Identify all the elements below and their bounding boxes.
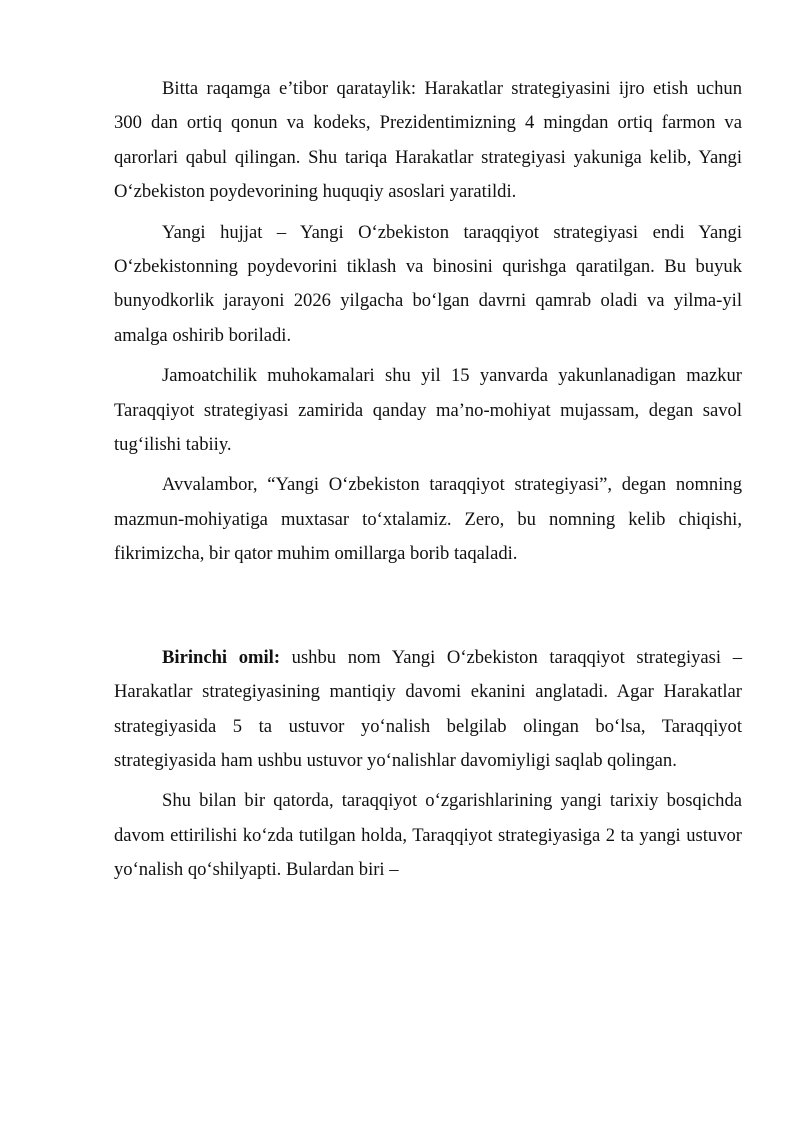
- first-factor-heading: Birinchi omil:: [162, 646, 281, 668]
- document-page: [114, 72, 742, 894]
- paragraph-new-document: Yangi hujjat – Yangi O‘zbekiston taraqqiyot strategiyasi endi Yangi O‘zbekistonning poydevorini tiklash va binosini qurishga qaratilgan. Bu buyuk bunyodkorlik jarayoni 2026 yilgacha bo‘lgan davrni qamrab oladi va yilma-yil amalga oshirib boriladi.: [114, 221, 742, 346]
- first-factor-body: ushbu nom Yangi O‘zbekiston taraqqiyot strategiyasi – Harakatlar strategiyasining mantiqiy davomi ekanini anglatadi. Agar Harakatlar strategiyasida 5 ta ustuvor yo‘nalish belgilab olingan bo‘lsa, Taraqqiyot strategiyasida ham ushbu ustuvor yo‘nalishlar davomiyligi saqlab qolingan.: [114, 646, 743, 771]
- paragraph-new-directions: Shu bilan bir qatorda, taraqqiyot o‘zgarishlarining yangi tarixiy bosqichda davom ettirilishi ko‘zda tutilgan holda, Taraqqiyot strategiyasiga 2 ta yangi ustuvor yo‘nalish qo‘shilyapti. Bulardan biri –: [114, 790, 742, 881]
- paragraph-public-discussion: Jamoatchilik muhokamalari shu yil 15 yanvarda yakunlanadigan mazkur Taraqqiyot strategiyasi zamirida qanday ma’no-mohiyat mujassam, degan savol tug‘ilishi tabiiy.: [114, 365, 742, 456]
- paragraph-first-factor: [114, 641, 742, 779]
- paragraph-statistics: Bitta raqamga e’tibor qarataylik: Harakatlar strategiyasini ijro etish uchun 300 dan ortiq qonun va kodeks, Prezidentimizning 4 mingdan ortiq farmon va qarorlari qabul qilingan. Shu tariqa Harakatlar strategiyasi yakuniga kelib, Yangi O‘zbekiston poydevorining huquqiy asoslari yaratildi.: [114, 78, 742, 203]
- paragraph-name-meaning: Avvalambor, “Yangi O‘zbekiston taraqqiyot strategiyasi”, degan nomning mazmun-mohiyatiga muxtasar to‘xtalamiz. Zero, bu nomning kelib chiqishi, fikrimizcha, bir qator muhim omillarga borib taqaladi.: [114, 474, 742, 565]
